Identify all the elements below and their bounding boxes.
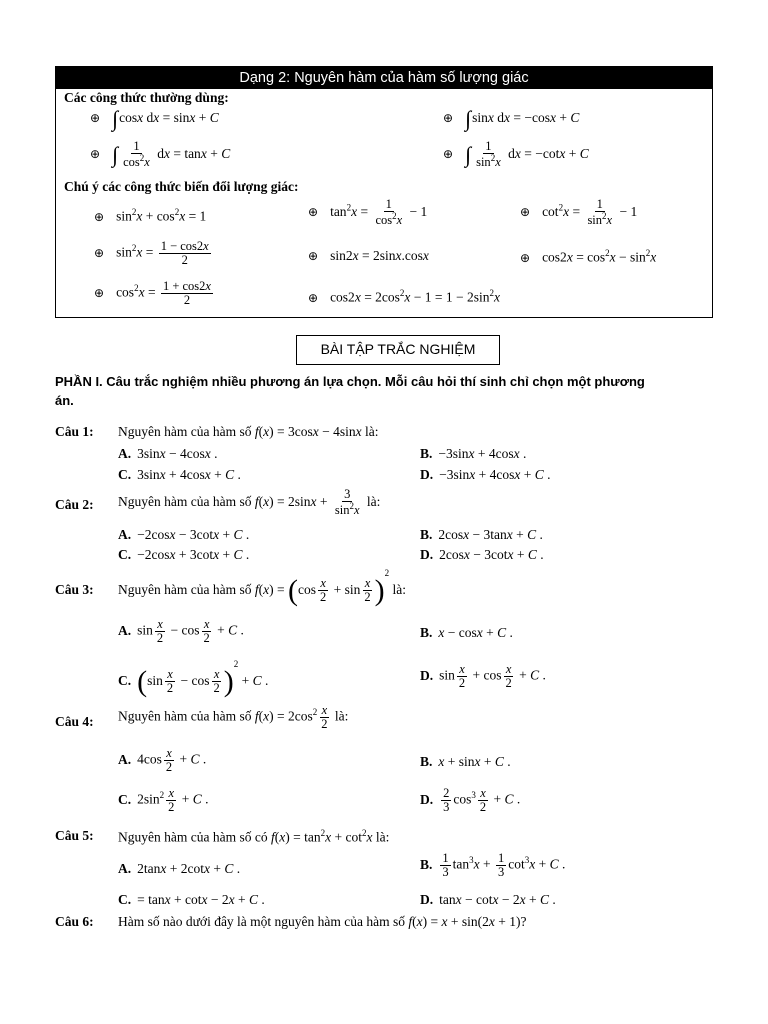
q2-stem-text: Nguyên hàm của hàm số [118, 493, 252, 509]
formula-int-cos: ⊕ ∫cosx dx = sinx + C [90, 106, 219, 131]
formula-int-sin: ⊕ ∫sinx dx = −cosx + C [443, 106, 580, 131]
q5-option-a[interactable]: A. 2tanx + 2cotx + C . [118, 861, 241, 876]
q4-option-a[interactable]: A. 4cos $\frac{x}{2}$ + C . [118, 746, 207, 775]
q3-option-a[interactable]: A. sin $\frac{x}{2}$ − cos $\frac{x}{2}$ + C . [118, 617, 244, 646]
q4-option-d[interactable]: D. $\frac{2}{3}$ $\cos^3$ $\frac{x}{2}$ + C . [420, 786, 521, 815]
q2-stem-end: là: [366, 493, 381, 509]
q5-label: Câu 5: [55, 828, 94, 843]
common-formulas-heading: Các công thức thường dùng: [64, 90, 229, 105]
q4-stem: Nguyên hàm của hàm số $f(x) = 2\cos^2$ $\frac{x}{2}$ là: [118, 703, 349, 732]
q1-stem-end: là: [364, 424, 379, 439]
formula-cos2-half: ⊕ $\cos^2x$ = $\frac{1 + \cos 2x}{2}$ [94, 279, 211, 308]
q6-stem: Hàm số nào dưới đây là một nguyên hàm của hàm số f(x) = x + sin(2x + 1)? [118, 914, 527, 929]
formula-int-sec2: ⊕ ∫ $\frac{1}{\cos^2x}$ dx = tanx + C [90, 139, 231, 170]
part-heading-line1: PHẦN I. Câu trắc nghiệm nhiều phương án lựa chọn. Mỗi câu hỏi thí sinh chỉ chọn một phương [55, 374, 645, 389]
q1-option-d[interactable]: D. −3sinx + 4cosx + C . [420, 467, 551, 482]
q5-stem: Nguyên hàm của hàm số có $f(x) = \tan^2x + \cot^2x$ là: [118, 828, 390, 845]
q4-option-b[interactable]: B. x + sinx + C . [420, 754, 511, 769]
q4-label: Câu 4: [55, 714, 94, 729]
q5-option-d[interactable]: D. tanx − cotx − 2x + C . [420, 892, 556, 907]
q1-option-a[interactable]: A. 3sinx − 4cosx . [118, 446, 218, 461]
section-banner: BÀI TẬP TRẮC NGHIỆM [296, 335, 500, 365]
q3-option-c[interactable]: C. (sin $\frac{x}{2}$ − cos $\frac{x}{2}$ )$^2$ + C . [118, 659, 269, 698]
q5-stem-text: Nguyên hàm của hàm số có [118, 829, 268, 845]
q1-stem: Nguyên hàm của hàm số f(x) = 3cosx − 4sinx là: [118, 424, 379, 439]
q1-stem-text: Nguyên hàm của hàm số [118, 424, 252, 439]
q2-option-b[interactable]: B. 2cosx − 3tanx + C . [420, 527, 543, 542]
q1-label: Câu 1: [55, 424, 94, 439]
q4-stem-text: Nguyên hàm của hàm số [118, 708, 252, 724]
q1-option-c[interactable]: C. 3sinx + 4cosx + C . [118, 467, 241, 482]
formula-int-csc2: ⊕ ∫ $\frac{1}{\sin^2x}$ dx = −cotx + C [443, 139, 589, 170]
formula-cos2x-forms: ⊕ $\cos 2x = 2\cos^2x - 1 = 1 - 2\sin^2x$ [308, 288, 501, 305]
q1-option-b[interactable]: B. −3sinx + 4cosx . [420, 446, 527, 461]
q4-stem-end: là: [334, 708, 349, 724]
part-heading-line2: án. [55, 393, 74, 408]
formula-cos2x: ⊕ $\cos 2x = \cos^2x - \sin^2x$ [520, 248, 657, 265]
q3-label: Câu 3: [55, 582, 94, 597]
formula-pythag: ⊕ $\sin^2x + \cos^2x = 1$ [94, 207, 207, 224]
q3-option-b[interactable]: B. x − cosx + C . [420, 625, 513, 640]
q3-stem-text: Nguyên hàm của hàm số [118, 582, 252, 597]
transform-formulas-heading: Chú ý các công thức biến đổi lượng giác: [64, 179, 299, 194]
formula-cot2: ⊕ $\cot^2x$ = $\frac{1}{\sin^2x}$ − 1 [520, 197, 638, 228]
q6-label: Câu 6: [55, 914, 94, 929]
q2-option-c[interactable]: C. −2cosx + 3cotx + C . [118, 547, 250, 562]
formula-tan2: ⊕ $\tan^2x$ = $\frac{1}{\cos^2x}$ − 1 [308, 197, 428, 228]
q6-stem-text: Hàm số nào dưới đây là một nguyên hàm của hàm số [118, 914, 406, 929]
q3-stem-end: là: [392, 582, 406, 597]
q6-stem-end: ? [520, 914, 527, 929]
q2-label: Câu 2: [55, 497, 94, 512]
q4-option-c[interactable]: C. $2\sin^2$ $\frac{x}{2}$ + C . [118, 786, 209, 815]
q3-option-d[interactable]: D. sin $\frac{x}{2}$ + cos $\frac{x}{2}$ + C . [420, 662, 546, 691]
formula-sin2x: ⊕ sin2x = 2sinx.cosx [308, 248, 429, 263]
q2-option-d[interactable]: D. 2cosx − 3cotx + C . [420, 547, 544, 562]
q2-stem: Nguyên hàm của hàm số f(x) = 2sinx + $\frac{3}{\sin^2x}$ là: [118, 487, 381, 518]
q5-option-c[interactable]: C. = tanx + cotx − 2x + C . [118, 892, 265, 907]
formula-sin2-half: ⊕ $\sin^2x$ = $\frac{1 - \cos 2x}{2}$ [94, 239, 209, 268]
box-title: Dạng 2: Nguyên hàm của hàm số lượng giác [56, 67, 712, 89]
q5-stem-end: là: [375, 829, 390, 845]
q5-option-b[interactable]: B. $\frac{1}{3}$ $\tan^3x$ + $\frac{1}{3}$ $\cot^3x + C$ . [420, 851, 566, 880]
q3-stem: Nguyên hàm của hàm số f(x) = (cos $\frac{x}{2}$ + sin $\frac{x}{2}$ )$^2$ là: [118, 568, 406, 607]
q2-option-a[interactable]: A. −2cosx − 3cotx + C . [118, 527, 250, 542]
